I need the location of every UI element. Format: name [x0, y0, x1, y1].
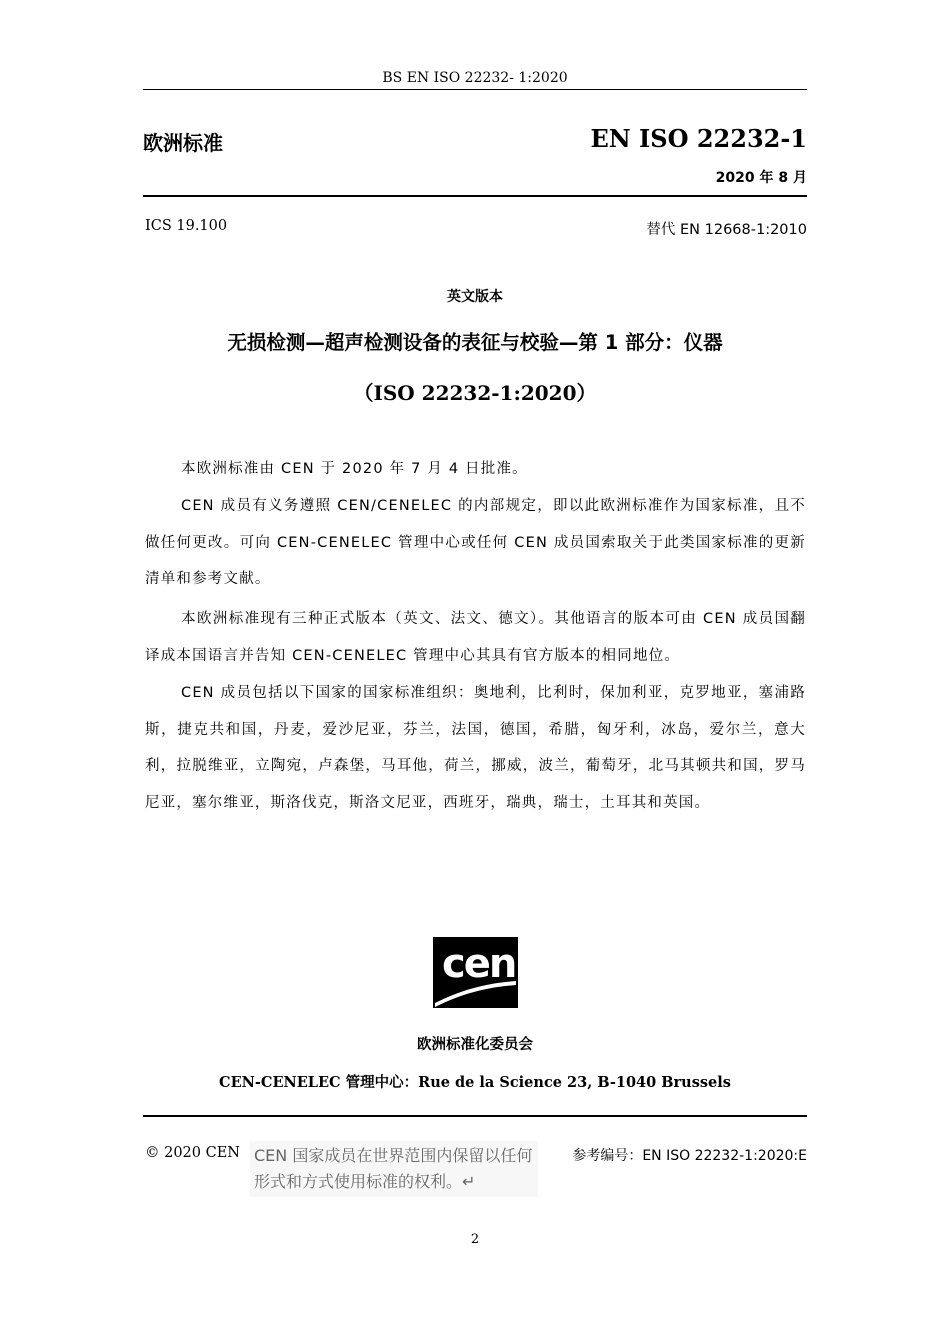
iso-reference: （ISO 22232-1:2020） [353, 381, 597, 405]
page-number: 2 [470, 1232, 480, 1247]
members-paragraph: CEN 成员包括以下国家的国家标准组织：奥地利，比利时，保加利亚，克罗地亚，塞浦路斯，捷克共和国，丹麦，爱沙尼亚，芬兰，法国，德国，希腊，匈牙利，冰岛，爱尔兰，意大利，拉脱维亚，立陶宛，卢森堡，马耳他，荷兰，挪威，波兰，葡萄牙，北马其顿共和国，罗马尼亚，塞尔维亚，斯洛伐克，斯洛文尼亚，西班牙，瑞典，瑞士，土耳其和英国。 [145, 685, 806, 811]
running-header: BS EN ISO 22232- 1:2020 [382, 70, 568, 86]
standard-number: EN ISO 22232-1 [590, 124, 807, 153]
document-title: 无损检测—超声检测设备的表征与校验—第 1 部分：仪器 [227, 331, 723, 354]
cen-logo-swoosh [433, 937, 518, 1008]
organization-address: CEN-CENELEC 管理中心：Rue de la Science 23, B-1040 Brussels [219, 1074, 731, 1091]
obligation-paragraph: CEN 成员有义务遵照 CEN/CENELEC 的内部规定，即以此欧洲标准作为国家标准，且不做任何更改。可向 CEN-CENELEC 管理中心或任何 CEN 成员国索取关于此类国家标准的更新清单和参考文献。 [145, 498, 806, 587]
supersedes-note: 替代 EN 12668-1:2010 [646, 222, 807, 238]
ics-code: ICS 19.100 [145, 218, 228, 234]
reference-number: 参考编号：EN ISO 22232-1:2020:E [572, 1148, 807, 1164]
language-version: 英文版本 [447, 289, 503, 305]
publication-date: 2020 年 8 月 [715, 170, 807, 186]
titleblock-rule [143, 195, 807, 197]
organization-name: 欧洲标准化委员会 [417, 1037, 533, 1053]
cen-logo-text: cen [442, 941, 516, 987]
cen-logo [433, 937, 518, 1008]
footer-rule [143, 1115, 807, 1117]
approval-paragraph: 本欧洲标准由 CEN 于 2020 年 7 月 4 日批准。 [181, 461, 528, 477]
copyright: © 2020 CEN [145, 1145, 240, 1161]
rights-notice: CEN 国家成员在世界范围内保留以任何形式和方式使用标准的权利。↵ [250, 1141, 538, 1197]
header-rule [143, 89, 807, 90]
document-category: 欧洲标准 [143, 131, 223, 155]
versions-paragraph: 本欧洲标准现有三种正式版本（英文、法文、德文）。其他语言的版本可由 CEN 成员国翻译成本国语言并告知 CEN-CENELEC 管理中心其具有官方版本的相同地位。 [145, 611, 806, 664]
